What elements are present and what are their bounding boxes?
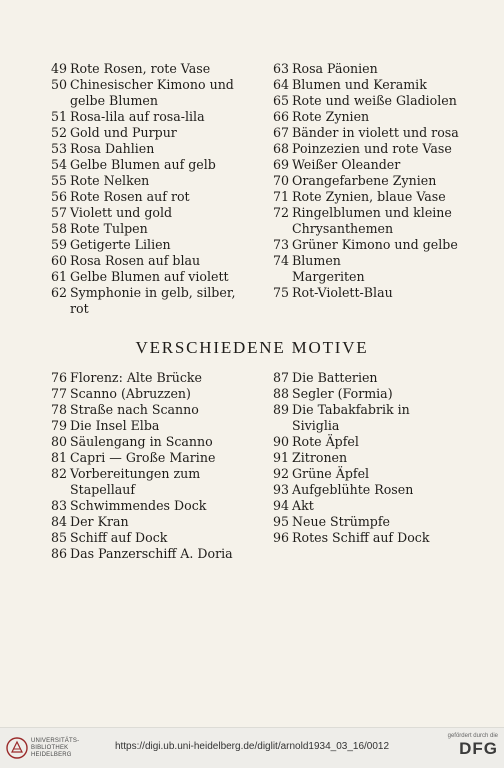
entry-number: 55 [51, 173, 68, 188]
dfg-logo: DFG [459, 739, 498, 758]
viewer-footer [0, 727, 504, 768]
entry-number: 63 [273, 61, 290, 76]
library-name-line-3: HEIDELBERG [31, 751, 72, 758]
entry-title: Gelbe Blumen auf gelb [70, 157, 216, 172]
entry-title: Die Batterien [292, 370, 378, 385]
catalog-entry [51, 173, 235, 189]
entry-number: 50 [51, 77, 68, 92]
catalog-entry [273, 285, 459, 301]
entry-number: 83 [51, 498, 68, 513]
entry-title: Poinzezien und rote Vase [292, 141, 452, 156]
catalog-entry [51, 386, 233, 402]
catalog-entry [273, 253, 459, 269]
catalog-column-2 [273, 61, 459, 301]
entry-title: Rote Zynien [292, 109, 370, 124]
catalog-entry [51, 285, 235, 301]
entry-title: Getigerte Lilien [70, 237, 171, 252]
catalog-entry [273, 157, 459, 173]
catalog-entry-continuation [51, 482, 233, 498]
entry-number: 77 [51, 386, 68, 401]
entry-number: 68 [273, 141, 290, 156]
catalog-entry [273, 370, 429, 386]
entry-number: 69 [273, 157, 290, 172]
catalog-entry [51, 205, 235, 221]
entry-title: Rote Rosen, rote Vase [70, 61, 211, 76]
entry-title: Akt [292, 498, 314, 513]
entry-number: 91 [273, 450, 290, 465]
catalog-entry [51, 61, 235, 77]
catalog-entry [51, 370, 233, 386]
catalog-entry [51, 450, 233, 466]
catalog-entry [51, 253, 235, 269]
catalog-entry [273, 466, 429, 482]
entry-number: 86 [51, 546, 68, 561]
entry-number: 80 [51, 434, 68, 449]
entry-title: Der Kran [70, 514, 129, 529]
entry-title: Segler (Formia) [292, 386, 393, 401]
entry-number: 58 [51, 221, 68, 236]
catalog-entry [273, 141, 459, 157]
entry-title: Rote Zynien, blaue Vase [292, 189, 446, 204]
library-name-line-1: UNIVERSITÄTS- [31, 737, 80, 744]
catalog-entry [51, 546, 233, 562]
entry-title: Capri — Große Marine [70, 450, 216, 465]
entry-title: Die Tabakfabrik in [292, 402, 410, 417]
catalog-entry [51, 269, 235, 285]
entry-title: Scanno (Abruzzen) [70, 386, 191, 401]
entry-title: Chrysanthemen [292, 221, 394, 236]
catalog-entry [273, 125, 459, 141]
entry-number: 94 [273, 498, 290, 513]
catalog-entry [51, 434, 233, 450]
entry-number: 79 [51, 418, 68, 433]
catalog-entry [51, 418, 233, 434]
catalog-entry [273, 530, 429, 546]
permalink-url[interactable]: https://digi.ub.uni-heidelberg.de/diglit/arnold1934_03_16/0012 [114, 741, 390, 752]
entry-title: Straße nach Scanno [70, 402, 199, 417]
entry-title: Aufgeblühte Rosen [292, 482, 414, 497]
entry-title: Chinesischer Kimono und [70, 77, 234, 92]
entry-title: Symphonie in gelb, silber, [70, 285, 236, 300]
entry-title: Gold und Purpur [70, 125, 177, 140]
entry-title: Neue Strümpfe [292, 514, 390, 529]
entry-number: 73 [273, 237, 290, 252]
entry-number: 64 [273, 77, 290, 92]
catalog-entry [51, 141, 235, 157]
entry-title: Orangefarbene Zynien [292, 173, 437, 188]
catalog-entry [273, 386, 429, 402]
entry-number: 72 [273, 205, 290, 220]
entry-title: Rote und weiße Gladiolen [292, 93, 457, 108]
entry-number: 82 [51, 466, 68, 481]
entry-title: Blumen [292, 253, 341, 268]
catalog-entry-continuation [273, 418, 429, 434]
entry-title: Rosa Rosen auf blau [70, 253, 201, 268]
entry-title: Weißer Oleander [292, 157, 401, 172]
catalog-entry [273, 434, 429, 450]
entry-number: 57 [51, 205, 68, 220]
catalog-column-4 [273, 370, 429, 546]
catalog-entry [51, 498, 233, 514]
entry-title: Zitronen [292, 450, 348, 465]
funded-by-label: gefördert durch die [447, 733, 498, 739]
catalog-column-1 [51, 61, 235, 317]
entry-number: 81 [51, 450, 68, 465]
entry-title: Bänder in violett und rosa [292, 125, 459, 140]
entry-title: Stapellauf [70, 482, 136, 497]
entry-title: Schiff auf Dock [70, 530, 168, 545]
entry-number: 54 [51, 157, 68, 172]
entry-title: Siviglia [292, 418, 340, 433]
entry-number: 51 [51, 109, 68, 124]
entry-number: 74 [273, 253, 290, 268]
catalog-column-3 [51, 370, 233, 562]
entry-title: Grüne Äpfel [292, 466, 370, 481]
catalog-entry [273, 498, 429, 514]
entry-title: Rote Äpfel [292, 434, 359, 449]
entry-title: Rosa Päonien [292, 61, 378, 76]
entry-number: 93 [273, 482, 290, 497]
entry-number: 61 [51, 269, 68, 284]
catalog-entry [51, 466, 233, 482]
catalog-entry [51, 514, 233, 530]
section-heading: VERSCHIEDENE MOTIVE [135, 338, 369, 357]
catalog-entry [273, 450, 429, 466]
entry-number: 53 [51, 141, 68, 156]
entry-title: Rote Tulpen [70, 221, 148, 236]
entry-number: 85 [51, 530, 68, 545]
entry-number: 52 [51, 125, 68, 140]
entry-title: Rotes Schiff auf Dock [292, 530, 430, 545]
entry-number: 75 [273, 285, 290, 300]
funder-logo[interactable] [448, 733, 498, 759]
catalog-entry [51, 237, 235, 253]
catalog-entry [273, 109, 459, 125]
entry-title: Rot-Violett-Blau [292, 285, 393, 300]
entry-number: 88 [273, 386, 290, 401]
entry-number: 62 [51, 285, 68, 300]
entry-number: 65 [273, 93, 290, 108]
entry-number: 59 [51, 237, 68, 252]
entry-number: 66 [273, 109, 290, 124]
entry-number: 90 [273, 434, 290, 449]
catalog-entry [273, 237, 459, 253]
entry-number: 70 [273, 173, 290, 188]
catalog-entry [273, 77, 459, 93]
catalog-entry-continuation [273, 269, 459, 285]
entry-title: Schwimmendes Dock [70, 498, 207, 513]
catalog-entry [51, 402, 233, 418]
catalog-entry [273, 189, 459, 205]
entry-number: 71 [273, 189, 290, 204]
catalog-entry [273, 173, 459, 189]
catalog-entry-continuation [51, 93, 235, 109]
entry-title: Gelbe Blumen auf violett [70, 269, 229, 284]
entry-title: Margeriten [292, 269, 365, 284]
catalog-entry-continuation [273, 221, 459, 237]
entry-title: Säulengang in Scanno [70, 434, 213, 449]
catalog-entry [51, 530, 233, 546]
entry-number: 67 [273, 125, 290, 140]
catalog-entry [273, 205, 459, 221]
entry-number: 78 [51, 402, 68, 417]
entry-title: Violett und gold [70, 205, 173, 220]
catalog-entry [273, 514, 429, 530]
catalog-entry-continuation [51, 301, 235, 317]
entry-title: Rosa-lila auf rosa-lila [70, 109, 205, 124]
catalog-entry [273, 93, 459, 109]
catalog-entry [51, 189, 235, 205]
library-name-line-2: BIBLIOTHEK [31, 744, 69, 751]
entry-number: 76 [51, 370, 68, 385]
entry-title: Grüner Kimono und gelbe [292, 237, 458, 252]
entry-title: Rote Rosen auf rot [70, 189, 190, 204]
entry-number: 49 [51, 61, 68, 76]
entry-title: Vorbereitungen zum [70, 466, 201, 481]
catalog-entry [51, 125, 235, 141]
catalog-entry [51, 109, 235, 125]
catalog-entry [51, 157, 235, 173]
entry-title: Rosa Dahlien [70, 141, 155, 156]
entry-number: 95 [273, 514, 290, 529]
entry-number: 87 [273, 370, 290, 385]
entry-title: Florenz: Alte Brücke [70, 370, 202, 385]
catalog-entry [273, 482, 429, 498]
catalog-entry [273, 402, 429, 418]
entry-number: 96 [273, 530, 290, 545]
entry-number: 56 [51, 189, 68, 204]
entry-number: 89 [273, 402, 290, 417]
catalog-entry [51, 221, 235, 237]
entry-title: Das Panzerschiff A. Doria [70, 546, 233, 561]
entry-title: rot [70, 301, 89, 316]
entry-title: Ringelblumen und kleine [292, 205, 452, 220]
entry-title: gelbe Blumen [70, 93, 158, 108]
entry-title: Die Insel Elba [70, 418, 160, 433]
catalog-entry [273, 61, 459, 77]
entry-number: 92 [273, 466, 290, 481]
entry-title: Blumen und Keramik [292, 77, 427, 92]
entry-number: 84 [51, 514, 68, 529]
entry-title: Rote Nelken [70, 173, 150, 188]
catalog-entry [51, 77, 235, 93]
entry-number: 60 [51, 253, 68, 268]
